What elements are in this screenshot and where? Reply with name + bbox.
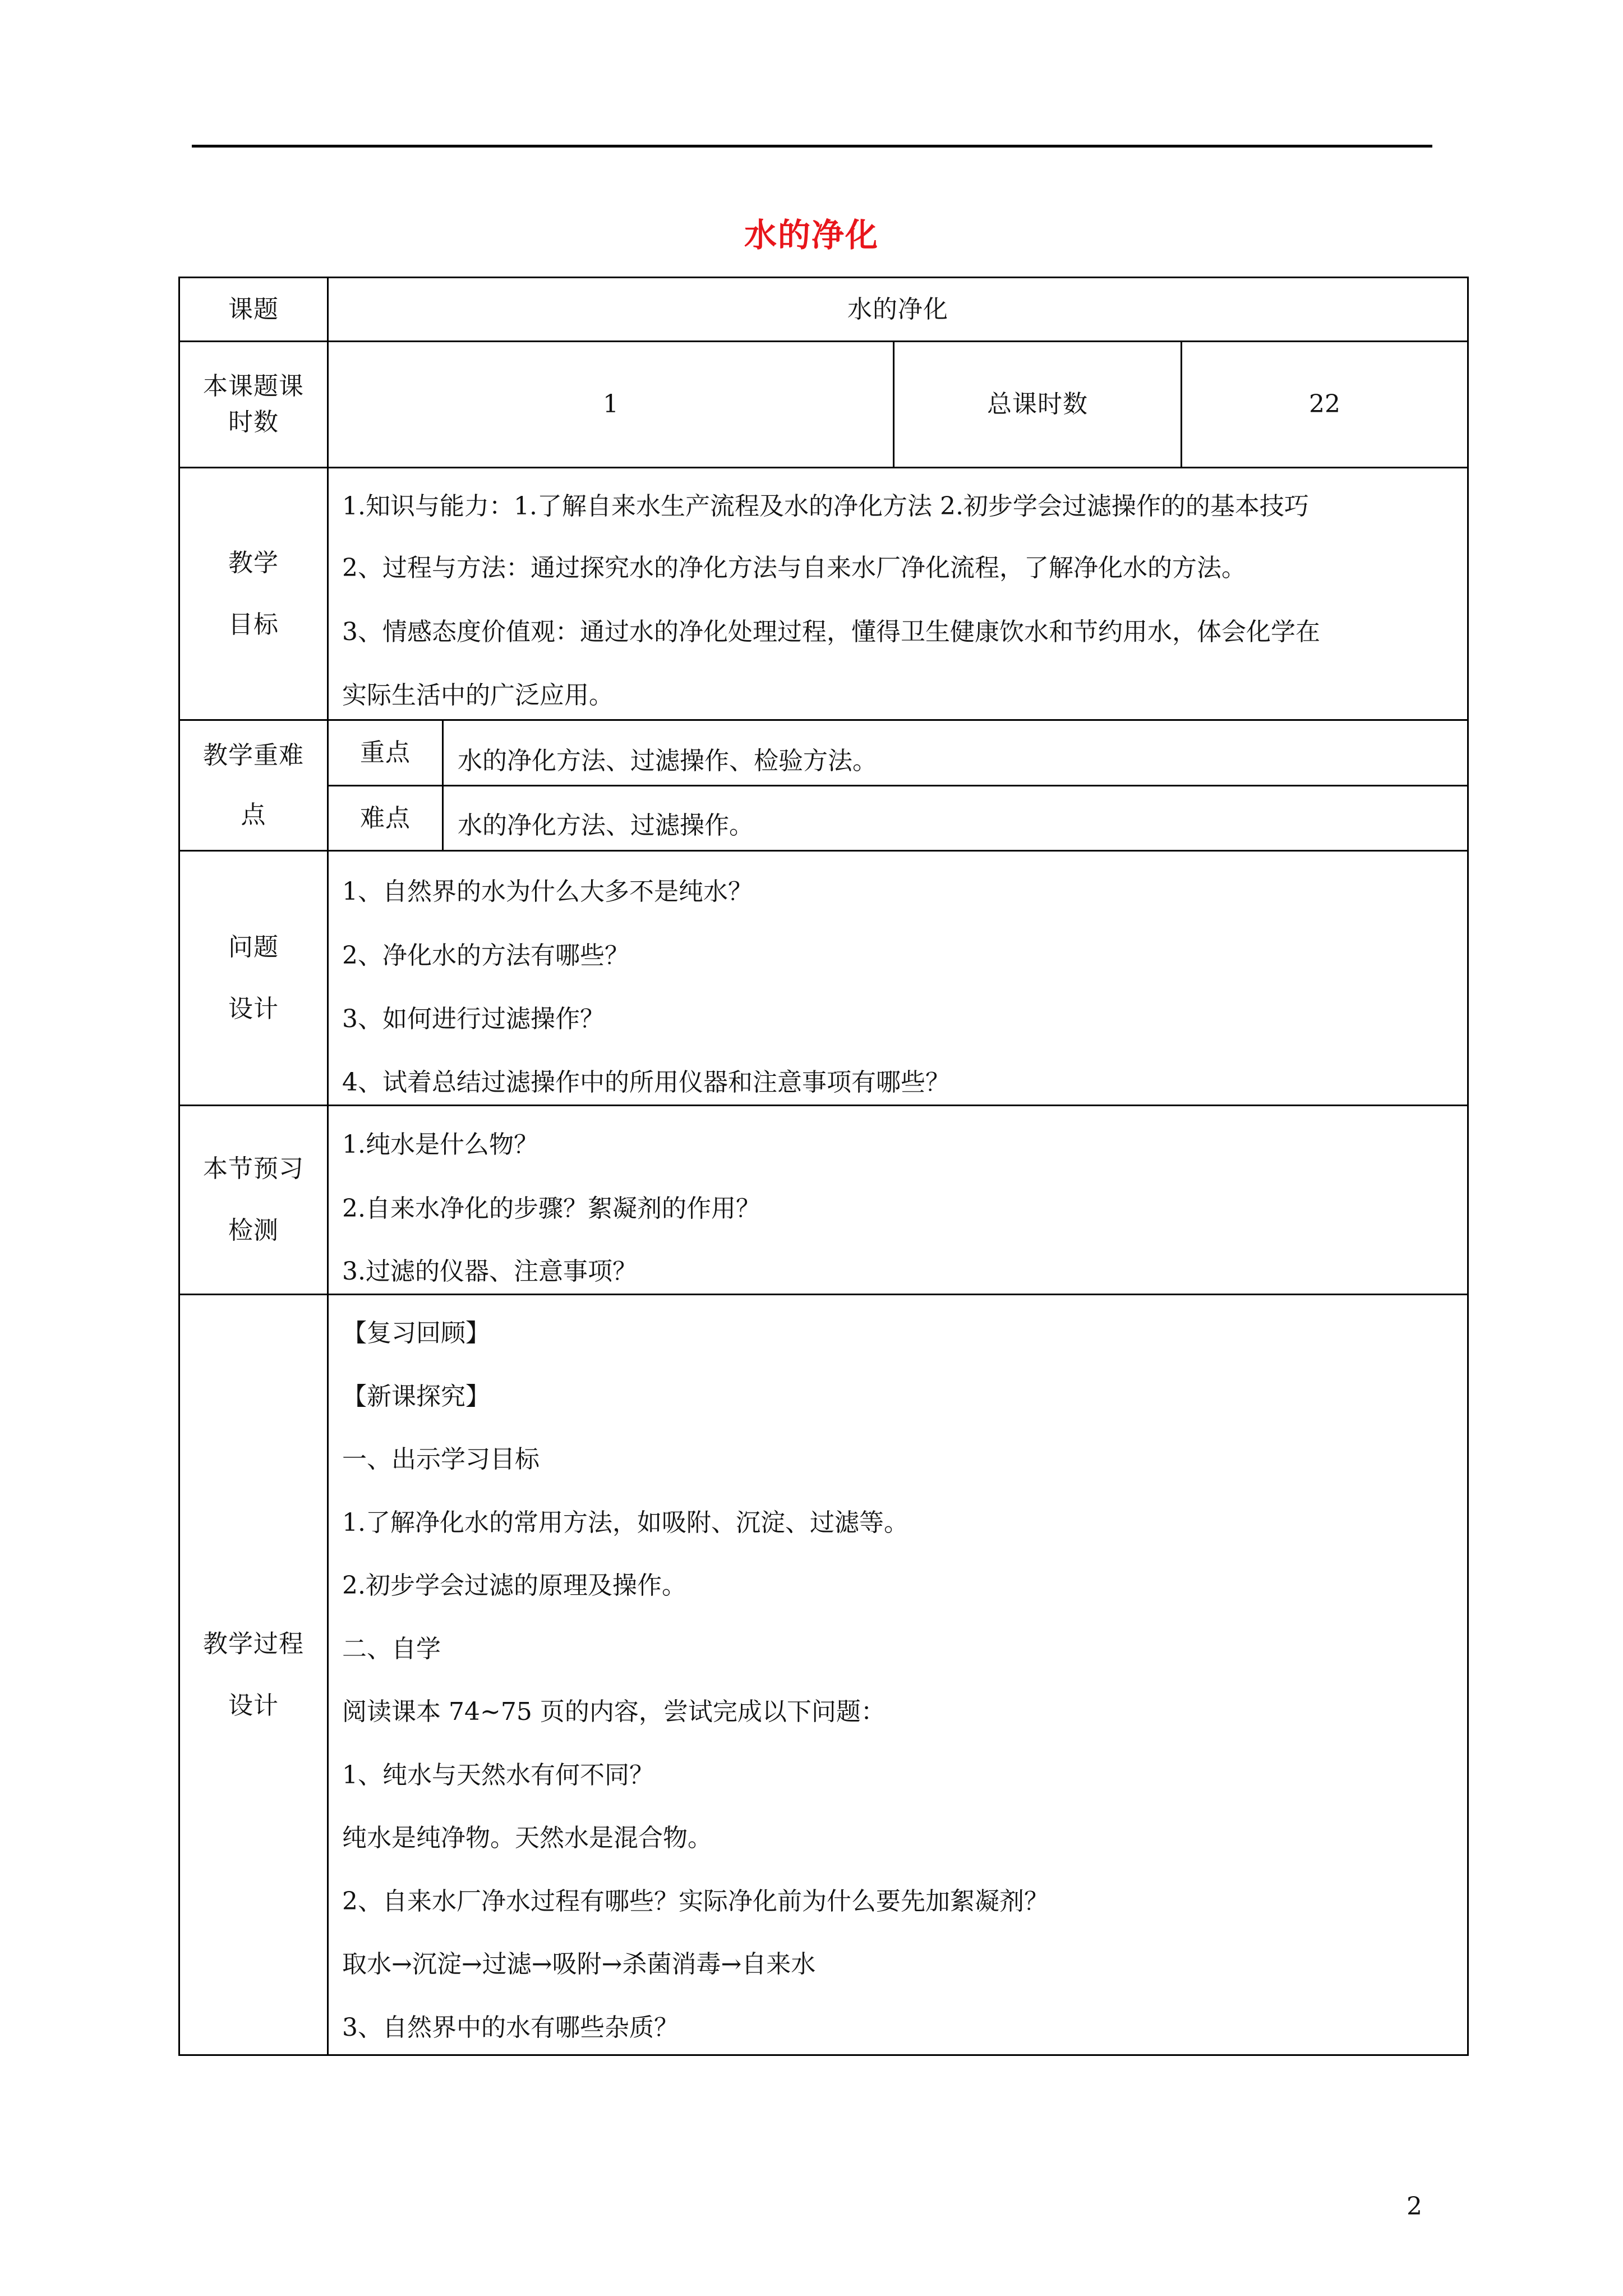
key-points-label <box>180 721 327 850</box>
header-rule <box>192 145 1432 148</box>
question-line: 1、自然界的水为什么大多不是纯水？ <box>342 877 753 906</box>
questions-label-line1: 问题 <box>228 932 279 961</box>
row-divider <box>178 467 1469 468</box>
process-line: 【复习回顾】 <box>342 1319 490 1347</box>
questions-label <box>180 852 327 1105</box>
topic-label: 课题 <box>228 295 279 324</box>
process-line: 1.了解净化水的常用方法，如吸附、沉淀、过滤等。 <box>342 1508 909 1537</box>
process-line: 2、自来水厂净水过程有哪些？实际净化前为什么要先加絮凝剂？ <box>342 1887 1049 1916</box>
preview-label-line2: 检测 <box>228 1216 279 1245</box>
hours-value: 1 <box>603 390 619 419</box>
row-divider <box>178 850 1469 852</box>
document-title: 水的净化 <box>744 216 879 254</box>
process-line: 二、自学 <box>342 1635 441 1663</box>
row-divider <box>178 1294 1469 1295</box>
preview-label <box>180 1106 327 1294</box>
page-number: 2 <box>1407 2192 1422 2221</box>
process-label-line2: 设计 <box>228 1691 279 1720</box>
preview-line: 3.过滤的仪器、注意事项？ <box>342 1257 637 1286</box>
process-line: 一、出示学习目标 <box>342 1445 540 1474</box>
total-hours-value: 22 <box>1309 390 1340 419</box>
key-points-label-line2: 点 <box>241 800 266 829</box>
key-point-value: 水的净化方法、过滤操作、检验方法。 <box>458 747 877 775</box>
goals-label-line2: 目标 <box>228 610 279 639</box>
topic-value: 水的净化 <box>847 295 948 324</box>
key-points-label-line1: 教学重难 <box>203 741 304 770</box>
label-column-divider <box>327 277 329 2056</box>
question-line: 4、试着总结过滤操作中的所用仪器和注意事项有哪些？ <box>342 1068 950 1097</box>
process-label <box>180 1295 327 2054</box>
process-line: 纯水是纯净物。天然水是混合物。 <box>342 1824 712 1852</box>
preview-label-line1: 本节预习 <box>203 1154 304 1183</box>
difficulty-label: 难点 <box>360 803 411 832</box>
preview-line: 1.纯水是什么物？ <box>342 1130 538 1159</box>
cell-divider <box>442 719 444 850</box>
goal-line: 实际生活中的广泛应用。 <box>342 681 614 710</box>
hours-label-line1: 本课题课 <box>203 372 304 401</box>
goals-label <box>180 468 327 719</box>
process-line: 【新课探究】 <box>342 1382 490 1411</box>
hours-label-line2: 时数 <box>228 408 279 436</box>
process-line: 3、自然界中的水有哪些杂质？ <box>342 2013 679 2042</box>
process-line: 阅读课本 74~75 页的内容，尝试完成以下问题： <box>342 1697 886 1726</box>
preview-line: 2.自来水净化的步骤？絮凝剂的作用？ <box>342 1194 760 1223</box>
difficulty-value: 水的净化方法、过滤操作。 <box>458 811 754 840</box>
goal-line: 3、情感态度价值观：通过水的净化处理过程，懂得卫生健康饮水和节约用水，体会化学在 <box>342 618 1320 646</box>
process-line: 取水→沉淀→过滤→吸附→杀菌消毒→自来水 <box>342 1950 816 1978</box>
process-line: 2.初步学会过滤的原理及操作。 <box>342 1571 686 1600</box>
hours-label <box>180 342 327 467</box>
questions-label-line2: 设计 <box>228 994 279 1023</box>
key-point-label: 重点 <box>360 738 411 767</box>
process-label-line1: 教学过程 <box>203 1629 304 1658</box>
process-line: 1、纯水与天然水有何不同？ <box>342 1761 654 1789</box>
row-divider <box>327 785 1469 786</box>
row-divider <box>178 1105 1469 1106</box>
question-line: 3、如何进行过滤操作？ <box>342 1005 605 1033</box>
goal-line: 1.知识与能力：1.了解自来水生产流程及水的净化方法 2.初步学会过滤操作的的基本技巧 <box>342 492 1309 521</box>
goal-line: 2、过程与方法：通过探究水的净化方法与自来水厂净化流程，了解净化水的方法。 <box>342 554 1246 582</box>
question-line: 2、净化水的方法有哪些？ <box>342 941 629 970</box>
total-hours-label: 总课时数 <box>987 390 1088 419</box>
goals-label-line1: 教学 <box>228 548 279 577</box>
